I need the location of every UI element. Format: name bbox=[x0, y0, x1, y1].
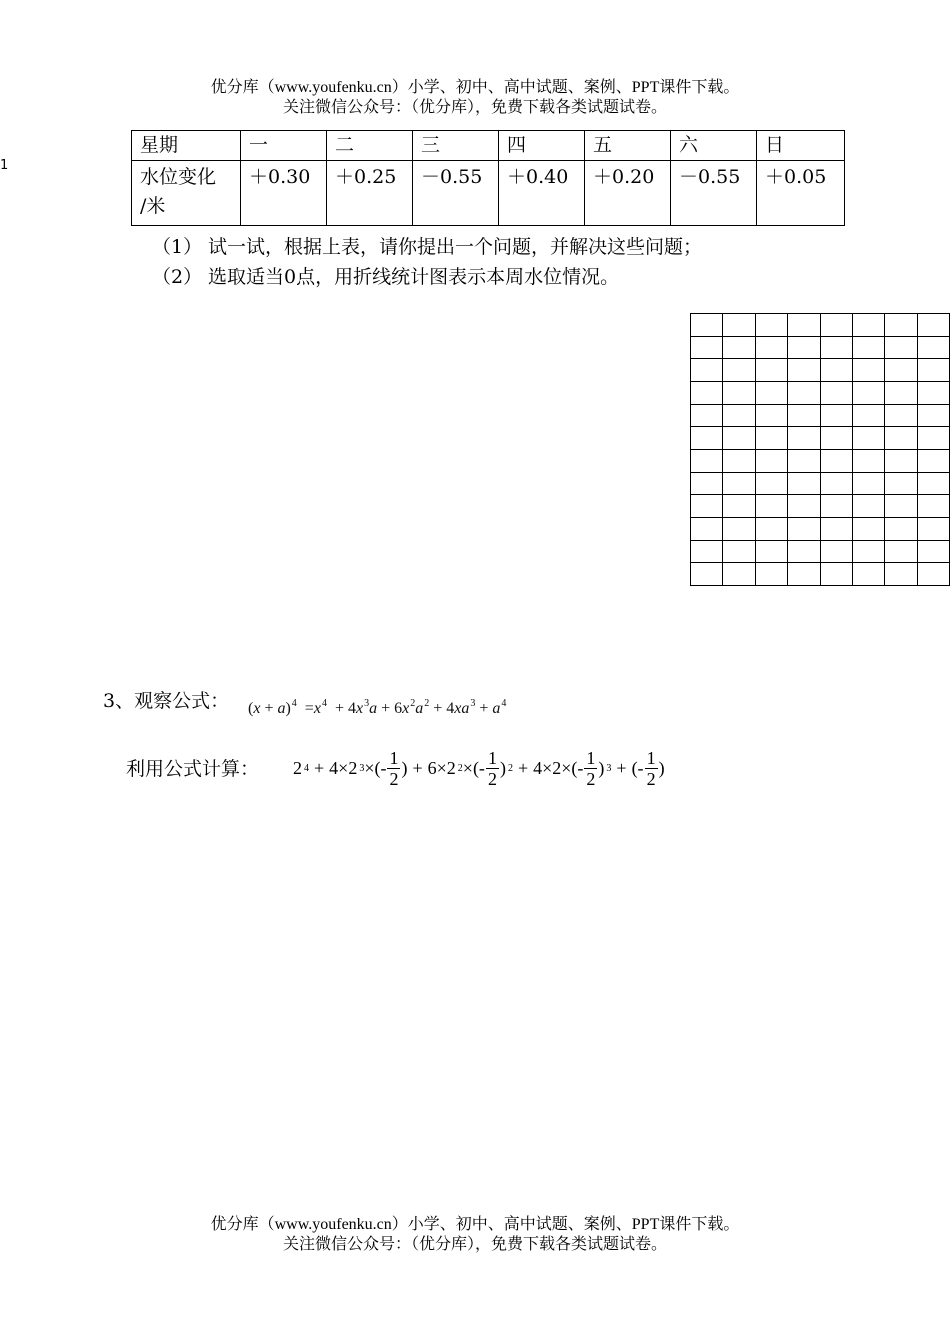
var-x: x bbox=[355, 700, 364, 717]
question-text: 试一试，根据上表，请你提出一个问题，并解决这些问题； bbox=[208, 236, 703, 258]
day-cell: 二 bbox=[327, 131, 413, 161]
fraction-denominator: 2 bbox=[487, 768, 497, 789]
row-label-change-line1: 水位变化 bbox=[140, 166, 217, 188]
blank-grid-paper bbox=[690, 313, 950, 586]
day-cell: 六 bbox=[671, 131, 757, 161]
change-cell: ＋0.05 bbox=[757, 161, 845, 226]
coefficient: 6 bbox=[394, 700, 403, 717]
op-equals: = bbox=[304, 700, 314, 717]
var-a: a bbox=[461, 700, 470, 717]
number: 4 bbox=[533, 757, 543, 778]
exponent: 3 bbox=[470, 698, 476, 709]
change-cell: ＋0.40 bbox=[499, 161, 585, 226]
day-cell: 五 bbox=[585, 131, 671, 161]
exponent: 4 bbox=[291, 698, 297, 709]
footer-line-1: 优分库（www.youfenku.cn）小学、初中、高中试题、案例、PPT课件下载。 bbox=[210, 1216, 740, 1233]
var-a: a bbox=[415, 700, 424, 717]
exponent: 2 bbox=[507, 762, 513, 774]
exponent: 4 bbox=[501, 698, 507, 709]
question-item bbox=[152, 262, 702, 292]
paren-neg: (- bbox=[472, 757, 485, 778]
water-level-table bbox=[131, 130, 845, 226]
change-cell: ＋0.20 bbox=[585, 161, 671, 226]
question-list bbox=[152, 232, 702, 292]
coefficient: 4 bbox=[446, 700, 455, 717]
calc-label: 利用公式计算： bbox=[126, 758, 260, 780]
day-cell: 一 bbox=[241, 131, 327, 161]
coefficient: 4 bbox=[347, 700, 356, 717]
number: 2 bbox=[552, 757, 562, 778]
day-cell: 四 bbox=[499, 131, 585, 161]
exponent: 2 bbox=[457, 762, 463, 774]
op-plus: + bbox=[517, 757, 529, 778]
fraction-numerator: 1 bbox=[487, 747, 497, 768]
margin-mark: 1 bbox=[0, 158, 9, 173]
fraction bbox=[584, 748, 597, 789]
change-cell: ＋0.25 bbox=[327, 161, 413, 226]
exponent: 4 bbox=[321, 698, 327, 709]
header-line-1: 优分库（www.youfenku.cn）小学、初中、高中试题、案例、PPT课件下载。 bbox=[210, 79, 740, 96]
var-x: x bbox=[253, 700, 261, 717]
question-number: （1） bbox=[152, 236, 203, 258]
fraction-denominator: 2 bbox=[586, 768, 596, 789]
op-times: × bbox=[364, 757, 375, 778]
var-x: x bbox=[402, 700, 410, 717]
var-a: a bbox=[369, 700, 378, 717]
paren-neg: (- bbox=[374, 757, 387, 778]
fraction-numerator: 1 bbox=[586, 747, 596, 768]
row-label-change bbox=[132, 161, 241, 226]
calc-expression bbox=[293, 742, 665, 794]
exponent: 3 bbox=[359, 762, 365, 774]
number: 2 bbox=[348, 757, 358, 778]
number: 4 bbox=[329, 757, 339, 778]
row-label-change-line2: /米 bbox=[140, 195, 166, 217]
op-plus: + bbox=[433, 700, 443, 717]
fraction-denominator: 2 bbox=[389, 768, 399, 789]
exponent: 3 bbox=[606, 762, 612, 774]
table-row-change bbox=[132, 161, 845, 226]
fraction bbox=[486, 748, 499, 789]
page-footer bbox=[0, 1215, 950, 1255]
paren: ( bbox=[248, 700, 254, 717]
exponent: 2 bbox=[424, 698, 430, 709]
change-cell: －0.55 bbox=[671, 161, 757, 226]
change-cell: －0.55 bbox=[413, 161, 499, 226]
paren-neg: (- bbox=[571, 757, 584, 778]
op-plus: + bbox=[381, 700, 391, 717]
fraction bbox=[387, 748, 400, 789]
op-plus: + bbox=[412, 757, 423, 778]
number: 2 bbox=[446, 757, 456, 778]
op-times: × bbox=[542, 757, 553, 778]
exponent: 3 bbox=[364, 698, 370, 709]
op-plus: + bbox=[616, 757, 627, 778]
var-a: a bbox=[277, 700, 286, 717]
op-plus: + bbox=[334, 700, 344, 717]
paren-neg: (- bbox=[631, 757, 644, 778]
change-cell: ＋0.30 bbox=[241, 161, 327, 226]
grid-svg bbox=[690, 313, 950, 586]
question-number: （2） bbox=[152, 266, 203, 288]
paren: ) bbox=[285, 700, 291, 717]
paren: ) bbox=[401, 757, 408, 778]
paren: ) bbox=[598, 757, 605, 778]
op-plus: + bbox=[264, 700, 274, 717]
fraction-numerator: 1 bbox=[646, 747, 656, 768]
fraction bbox=[645, 748, 658, 789]
fraction-numerator: 1 bbox=[389, 747, 399, 768]
problem-3-label: 3、观察公式： bbox=[103, 690, 230, 712]
var-a: a bbox=[492, 700, 501, 717]
op-plus: + bbox=[314, 757, 325, 778]
op-times: × bbox=[561, 757, 572, 778]
var-x: x bbox=[313, 700, 321, 717]
day-cell: 日 bbox=[757, 131, 845, 161]
header-line-2: 关注微信公众号：（优分库），免费下载各类试题试卷。 bbox=[282, 99, 667, 116]
fraction-denominator: 2 bbox=[646, 768, 656, 789]
question-text: 选取适当0点，用折线统计图表示本周水位情况。 bbox=[208, 266, 620, 288]
exponent: 4 bbox=[304, 762, 309, 774]
page-header bbox=[0, 78, 950, 118]
paren: ) bbox=[499, 757, 506, 778]
op-plus: + bbox=[479, 700, 489, 717]
op-times: × bbox=[338, 757, 349, 778]
table-row-day bbox=[132, 131, 845, 161]
number: 6 bbox=[427, 757, 437, 778]
number: 2 bbox=[293, 757, 302, 778]
footer-line-2: 关注微信公众号：（优分库），免费下载各类试题试卷。 bbox=[282, 1236, 667, 1253]
var-x: x bbox=[454, 700, 462, 717]
op-times: × bbox=[436, 757, 447, 778]
question-item bbox=[152, 232, 702, 262]
op-times: × bbox=[462, 757, 473, 778]
paren: ) bbox=[658, 757, 665, 778]
day-cell: 三 bbox=[413, 131, 499, 161]
exponent: 2 bbox=[410, 698, 416, 709]
row-label-day: 星期 bbox=[132, 131, 241, 161]
binomial-formula bbox=[248, 698, 506, 718]
